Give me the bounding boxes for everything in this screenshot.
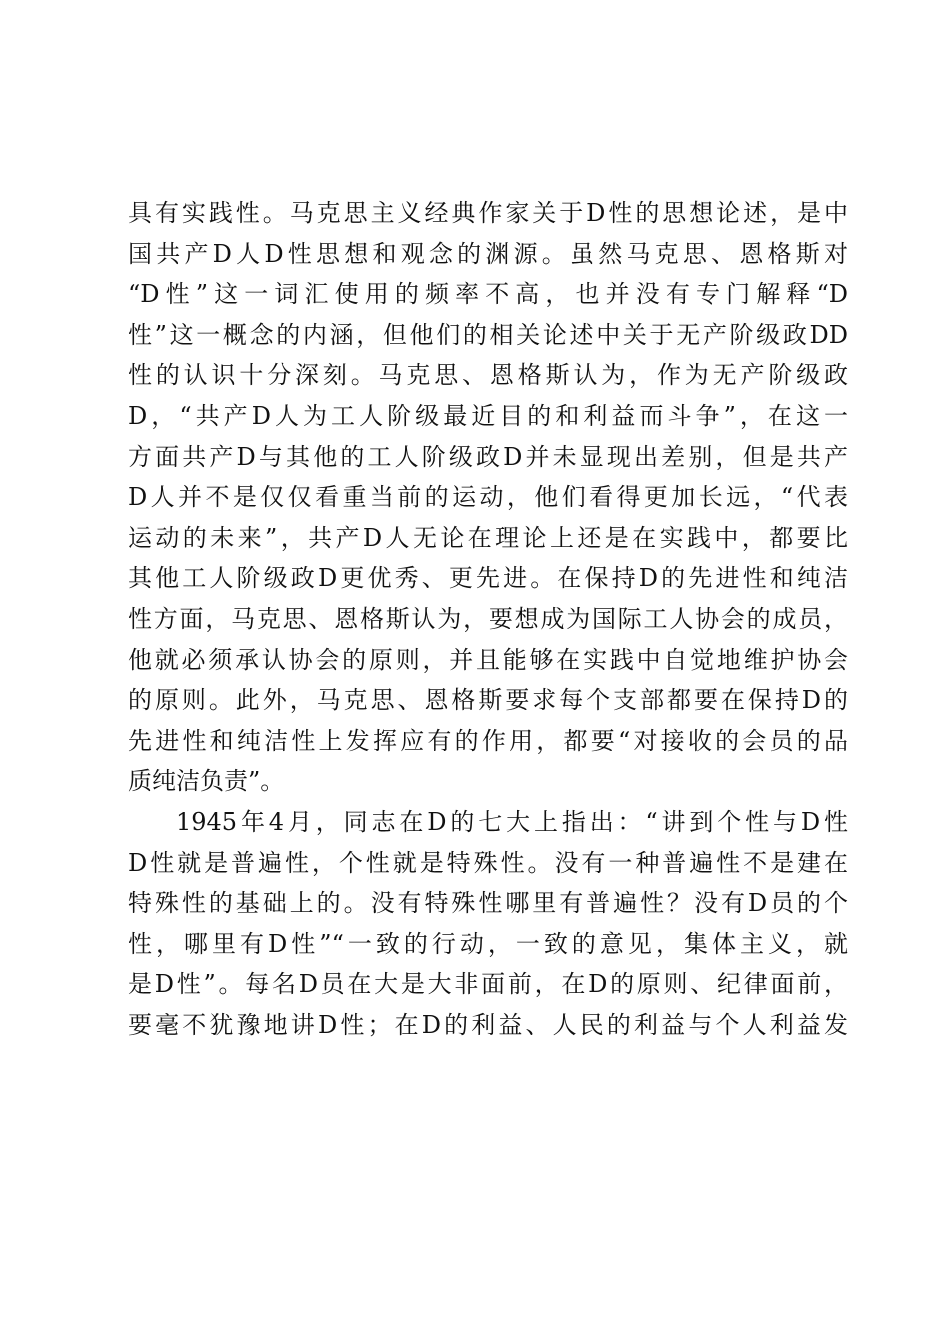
text-line: 性方面，马克思、恩格斯认为，要想成为国际工人协会的成员， bbox=[128, 604, 848, 633]
text-line: 性”这一概念的内涵，但他们的相关论述中关于无产阶级政DD bbox=[128, 320, 848, 349]
text-line: 运动的未来”，共产D人无论在理论上还是在实践中，都要比 bbox=[128, 523, 848, 552]
text-line: D，“共产D人为工人阶级最近目的和利益而斗争”，在这一 bbox=[128, 401, 848, 430]
text-line: 要毫不犹豫地讲D性；在D的利益、人民的利益与个人利益发 bbox=[128, 1010, 848, 1039]
text-line: 具有实践性。马克思主义经典作家关于D性的思想论述，是中 bbox=[128, 199, 848, 227]
text-line: 性的认识十分深刻。马克思、恩格斯认为，作为无产阶级政 bbox=[128, 361, 848, 390]
text-line: 的原则。此外，马克思、恩格斯要求每个支部都要在保持D的 bbox=[128, 686, 848, 715]
text-line: 是D性”。每名D员在大是大非面前，在D的原则、纪律面前， bbox=[128, 970, 848, 999]
text-line: 先进性和纯洁性上发挥应有的作用，都要“对接收的会员的品 bbox=[128, 726, 848, 755]
text-line: 其他工人阶级政D更优秀、更先进。在保持D的先进性和纯洁 bbox=[128, 564, 848, 593]
text-line: 方面共产D与其他的工人阶级政D并未显现出差别，但是共产 bbox=[128, 442, 848, 471]
text-line: “D性”这一词汇使用的频率不高，也并没有专门解释“D bbox=[128, 280, 848, 309]
paragraph-start-line: 1945年4月，同志在D的七大上指出：“讲到个性与D性 bbox=[176, 807, 848, 836]
text-line: D性就是普遍性，个性就是特殊性。没有一种普遍性不是建在 bbox=[128, 848, 848, 877]
text-line: D人并不是仅仅看重当前的运动，他们看得更加长远，“代表 bbox=[128, 483, 848, 512]
text-line: 国共产D人D性思想和观念的渊源。虽然马克思、恩格斯对 bbox=[128, 239, 848, 268]
body-text bbox=[128, 193, 848, 1045]
text-line: 性，哪里有D性”“一致的行动，一致的意见，集体主义，就 bbox=[128, 929, 848, 958]
text-line: 特殊性的基础上的。没有特殊性哪里有普遍性？没有D员的个 bbox=[128, 889, 848, 918]
text-line: 他就必须承认协会的原则，并且能够在实践中自觉地维护协会 bbox=[128, 645, 848, 674]
paragraph-end-line: 质纯洁负责”。 bbox=[128, 767, 285, 796]
